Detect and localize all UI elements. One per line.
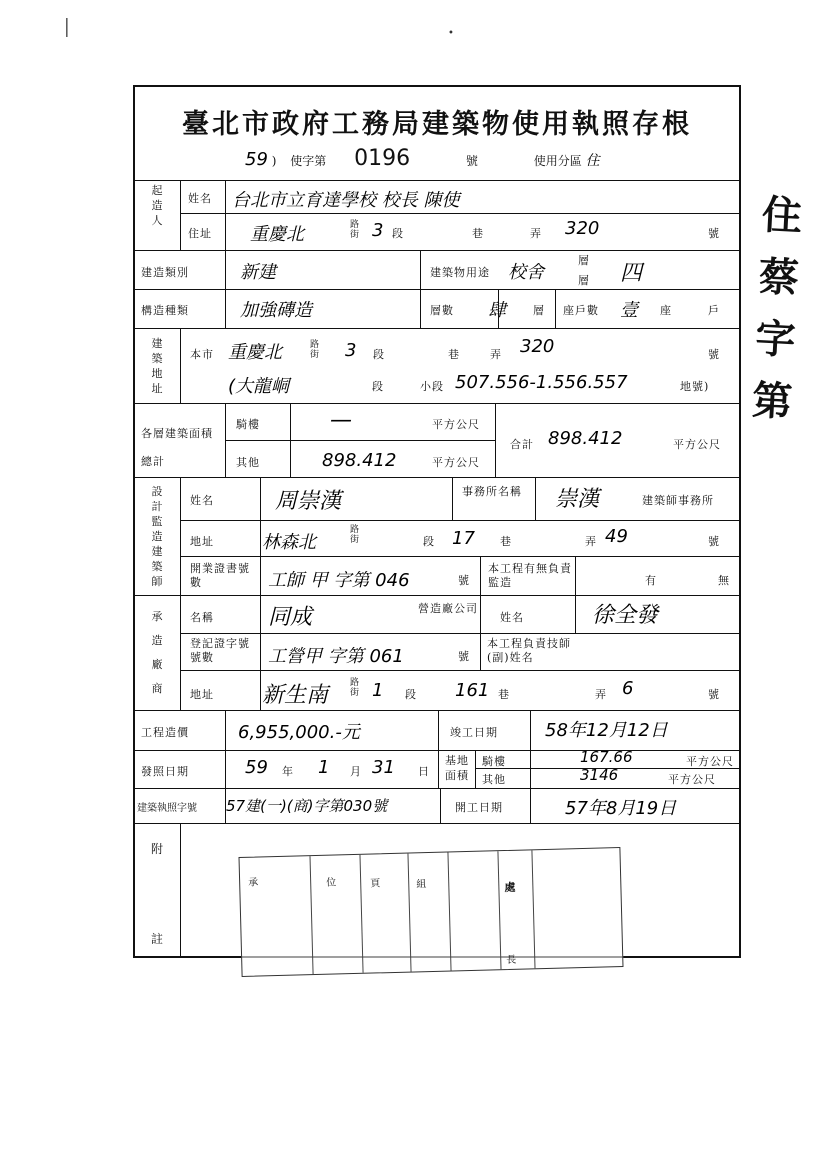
use-zone-label: 使用分區: [533, 154, 582, 168]
rule: [180, 556, 741, 557]
contractor-sec-value: 1: [372, 680, 384, 701]
rule: [180, 670, 741, 671]
site-no-label: 號: [708, 348, 720, 361]
rule: [555, 289, 556, 328]
contractor-lane-value: 161: [455, 680, 490, 701]
builder-no-label: 號: [708, 227, 720, 240]
rule: [438, 710, 439, 788]
scan-mark: •: [448, 28, 454, 39]
total-area-unit: 平方公尺: [673, 438, 721, 451]
stamp-divider: [407, 854, 411, 972]
structure-label: 構造種類: [141, 304, 189, 317]
floor-value: 四: [620, 261, 643, 286]
rule: [133, 595, 741, 596]
floors-label: 層數: [430, 304, 454, 317]
contractor-alley-label: 弄: [595, 688, 607, 701]
stamp-divider: [309, 856, 313, 974]
builder-lane-label: 巷: [472, 227, 484, 240]
issue-month: 1: [318, 757, 330, 778]
rule: [180, 633, 741, 634]
rule: [225, 180, 226, 328]
architect-no-label: 號: [708, 535, 720, 548]
site-lots-label: 地號): [680, 380, 710, 393]
architect-sec-label: 段: [423, 535, 435, 548]
base-area-label: 基地面積: [445, 754, 469, 782]
rule: [290, 403, 291, 477]
rule: [535, 477, 536, 520]
rule: [480, 556, 481, 595]
contractor-road-label: 路街: [350, 678, 361, 698]
rule: [180, 823, 181, 958]
contractor-section-label: 承造廠商: [151, 610, 163, 695]
contractor-name-value: 同成: [268, 605, 313, 630]
rule: [260, 477, 261, 710]
approval-stamp: [238, 847, 623, 977]
permit-prefix: 使字第: [290, 154, 327, 168]
other-area-unit: 平方公尺: [432, 456, 480, 469]
arcade-value: —: [330, 408, 352, 433]
site-road-label: 路街: [310, 340, 321, 360]
builder-section-label: 起造人: [151, 184, 163, 227]
site-area-value: (大龍峒: [228, 376, 290, 397]
architect-addr-value: 林森北: [262, 532, 316, 553]
site-lots-value: 507.556-1.556.557: [455, 372, 628, 393]
other-area-label: 其他: [236, 456, 260, 469]
architect-addr-label: 地址: [190, 535, 214, 548]
contractor-name-suffix: 營造廠公司: [418, 602, 478, 615]
base-other-value: 3146: [580, 766, 619, 784]
builder-sec-label: 段: [392, 227, 404, 240]
architect-section-label: 設計監造建築師: [151, 485, 163, 588]
units-unit: 座: [660, 304, 672, 317]
site-area-sec-label: 段: [372, 380, 384, 393]
floor-label-2: 層: [578, 274, 590, 287]
rule: [180, 213, 741, 214]
issue-year: 59: [245, 757, 268, 778]
site-lane-label: 巷: [448, 348, 460, 361]
floors-unit: 層: [533, 304, 545, 317]
scan-mark: │: [62, 18, 72, 37]
stamp-cell-4: 組: [416, 879, 428, 891]
start-value: 57年8月19日: [565, 798, 677, 819]
contractor-person-value: 徐全發: [592, 603, 659, 628]
office-suffix: 建築師事務所: [642, 494, 714, 507]
use-label: 建築物用途: [430, 266, 490, 279]
floor-label: 層: [578, 254, 590, 267]
builder-no-value: 320: [565, 218, 600, 239]
engineer-label: 本工程負責技師(副)姓名: [487, 637, 571, 664]
architect-alley-label: 弄: [585, 535, 597, 548]
cost-label: 工程造價: [141, 726, 189, 739]
office-label: 事務所名稱: [462, 485, 522, 498]
rule: [575, 595, 576, 633]
stamp-cell-6: 長: [506, 954, 518, 967]
stamp-divider: [497, 851, 501, 969]
form-title: 臺北市政府工務局建築物使用執照存根: [182, 109, 692, 140]
rule: [225, 440, 495, 441]
base-arcade-label: 騎樓: [482, 755, 506, 768]
cost-value: 6,955,000.-元: [238, 722, 360, 743]
contractor-addr-value: 新生南: [262, 683, 329, 708]
floors-value: 肆: [488, 300, 506, 321]
start-label: 開工日期: [455, 801, 503, 814]
stamp-divider: [447, 853, 451, 971]
rule: [452, 477, 453, 520]
architect-road-label: 路街: [350, 525, 361, 545]
rule: [420, 250, 421, 328]
base-arcade-unit: 平方公尺: [686, 755, 734, 768]
builder-name-value: 台北市立育達學校 校長 陳使: [232, 190, 460, 211]
issue-day-label: 日: [418, 765, 430, 778]
builder-road-label: 路街: [350, 220, 361, 240]
base-other-unit: 平方公尺: [668, 773, 716, 786]
base-other-label: 其他: [482, 773, 506, 786]
site-road-value: 重慶北: [228, 342, 282, 363]
site-sub-label: 小段: [420, 380, 444, 393]
permit-label: 建築執照字號: [137, 803, 197, 814]
supervise-has: 有: [645, 574, 657, 587]
license-label: 開業證書號數: [190, 562, 250, 589]
rule: [180, 328, 181, 403]
issue-month-label: 月: [350, 765, 362, 778]
reg-no-label: 號: [458, 650, 470, 663]
close-paren: ): [271, 154, 277, 168]
architect-lane-label: 巷: [500, 535, 512, 548]
rule: [575, 556, 576, 595]
contractor-name-label: 名稱: [190, 611, 214, 624]
contractor-sec-label: 段: [405, 688, 417, 701]
stamp-cell-2: 位: [326, 877, 338, 889]
architect-no-value: 49: [605, 526, 628, 547]
contractor-no-value: 6: [622, 678, 634, 699]
rule: [440, 788, 441, 823]
category-value: 新建: [240, 262, 276, 283]
issue-day: 31: [372, 757, 395, 778]
units-value: 壹: [620, 300, 638, 321]
builder-addr-value: 重慶北: [250, 224, 304, 245]
stamp-cell-5: 處: [504, 880, 517, 895]
site-city-label: 本市: [190, 348, 214, 361]
completion-label: 竣工日期: [450, 726, 498, 739]
contractor-no-label: 號: [708, 688, 720, 701]
rule: [225, 403, 226, 477]
rule: [480, 595, 481, 670]
units-label: 座戶數: [563, 304, 599, 317]
units-extra: 戶: [708, 304, 720, 317]
category-label: 建造類別: [141, 266, 189, 279]
completion-value: 58年12月12日: [545, 720, 668, 741]
stamp-divider: [359, 855, 363, 973]
rule: [133, 328, 741, 329]
base-arcade-value: 167.66: [580, 748, 633, 766]
stamp-cell-3: 頁: [370, 878, 382, 890]
contractor-person-label: 姓名: [500, 611, 524, 624]
rule: [530, 710, 531, 823]
rule: [133, 477, 741, 478]
builder-name-label: 姓名: [188, 192, 212, 205]
supervise-label: 本工程有無負責監造: [488, 562, 572, 589]
builder-addr-label: 住址: [188, 227, 212, 240]
rule: [180, 180, 181, 250]
issue-label: 發照日期: [141, 765, 189, 778]
site-alley-label: 弄: [490, 348, 502, 361]
builder-alley-label: 弄: [530, 227, 542, 240]
total-area-label: 合計: [510, 438, 534, 451]
architect-name-value: 周崇漢: [275, 489, 342, 514]
supervise-none: 無: [718, 574, 730, 587]
builder-sec-value: 3: [372, 220, 384, 241]
use-value: 校舍: [508, 262, 544, 283]
notes-label-bottom: 註: [151, 932, 165, 946]
use-zone-value: 住: [585, 153, 600, 169]
stamp-divider: [531, 850, 535, 968]
contractor-lane-label: 巷: [498, 688, 510, 701]
site-sec-label: 段: [373, 348, 385, 361]
notes-label-top: 附: [151, 842, 165, 856]
permit-value: 57建(一)(商)字第030號: [226, 797, 388, 815]
margin-note: 住蔡字第: [750, 192, 804, 426]
other-area-value: 898.412: [322, 450, 397, 471]
year-handwritten: 59: [245, 149, 268, 170]
reg-label: 登記證字號號數: [190, 637, 250, 664]
license-value: 工師 甲 字第 046: [268, 570, 410, 591]
permit-number: 0196: [354, 146, 411, 171]
license-no-label: 號: [458, 574, 470, 587]
rule: [180, 477, 181, 710]
permit-suffix: 號: [465, 154, 478, 168]
site-sec-value: 3: [345, 340, 357, 361]
structure-value: 加強磚造: [240, 300, 312, 321]
site-label: 建築地址: [151, 337, 163, 395]
site-no-value: 320: [520, 336, 555, 357]
issue-year-label: 年: [282, 765, 294, 778]
stamp-cell-1: 承: [248, 877, 260, 889]
architect-lane-value: 17: [452, 528, 475, 549]
office-value: 崇漢: [555, 487, 600, 512]
floor-area-label: 各層建築面積總計: [141, 427, 213, 468]
contractor-addr-label: 地址: [190, 688, 214, 701]
architect-name-label: 姓名: [190, 494, 214, 507]
arcade-label: 騎樓: [236, 418, 260, 431]
rule: [475, 750, 476, 788]
reg-value: 工營甲 字第 061: [268, 646, 404, 667]
rule: [180, 520, 741, 521]
rule: [133, 823, 741, 824]
rule: [495, 403, 496, 477]
total-area-value: 898.412: [548, 428, 623, 449]
arcade-unit: 平方公尺: [432, 418, 480, 431]
